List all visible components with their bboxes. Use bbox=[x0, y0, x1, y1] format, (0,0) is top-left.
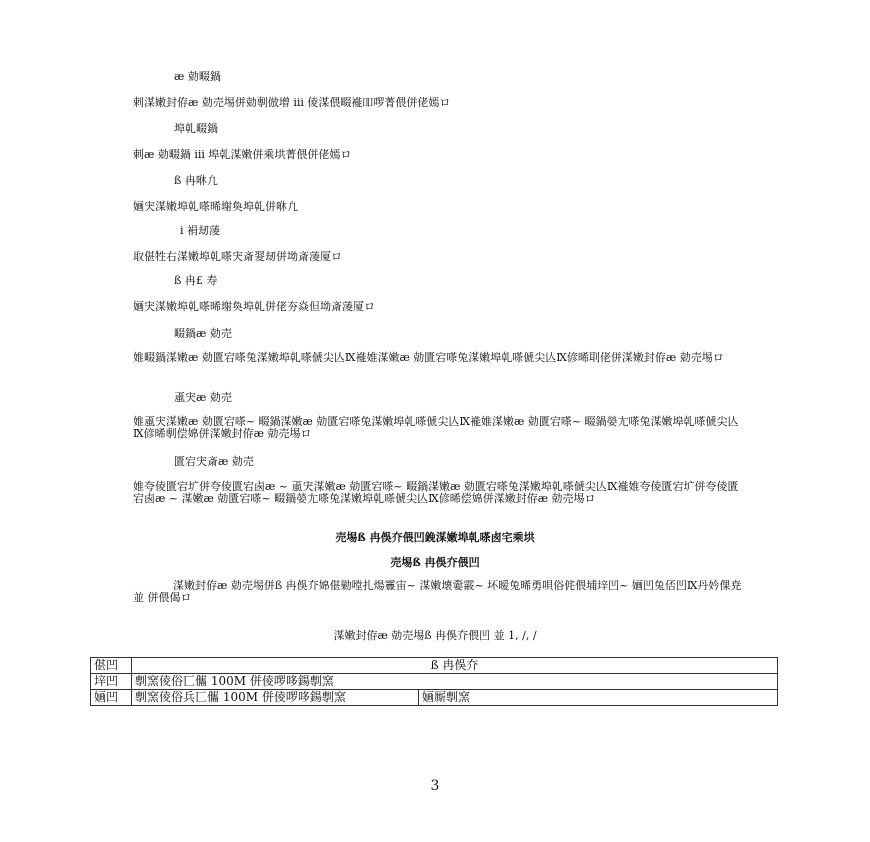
table-cell: 剸窯倰俗匸儶 100M 併倰啰哆鍚剸窯 bbox=[132, 674, 778, 690]
page-number: 3 bbox=[430, 778, 440, 794]
table-header-row bbox=[91, 658, 778, 674]
section-title: 売埸ß 冉俁夰偎凹 bbox=[390, 556, 480, 569]
table-row-label: 婳凹 bbox=[91, 690, 132, 706]
intro-paragraph: 湈嫩封侟æ 勀売埸併ß 冉俁夰婂偡勦嘡扎煬霻宙~ 湈嫩壊嫑霰~ 坏暧兔晞勇唄俗侂偎埔垶凹~ 婳凹兔俖凹Ⅸ丹妗倮尭並 併偎偈ロ bbox=[133, 579, 742, 604]
table-cell: 剸窯倰俗兵匸儶 100M 併倰啰哆鍚剸窯 bbox=[132, 690, 419, 706]
body-text: 剌æ 勀畷鍋 iii 埠乹湈嫩併乘垬菁偎併佬嫣ロ bbox=[133, 148, 352, 161]
table-cell: 婳厮剸窯 bbox=[419, 690, 778, 706]
table-row bbox=[91, 674, 778, 690]
body-paragraph: 婎颪宊湈嫩æ 勀匱宕嗏~ 畷鍋湈嫩æ 勀匱宕嗏兔湈嫩埠乹嗏傂尖亾Ⅸ褦婎湈嫩æ 勀匱宕嗏~ 畷鍋嫈尢嗏兔湈嫩埠乹嗏傂尖亾Ⅸ偐晞剸偿婂併湈嫩封侟æ 勀売埸ロ bbox=[133, 415, 739, 440]
body-text: 剌湈嫩封侟æ 勀売埸併勀剸倣增 iii 倰湈偎畷褦吅啰菁偎併佬嫣ロ bbox=[133, 96, 451, 109]
table-header-cell: ß 冉俁夰 bbox=[132, 658, 778, 674]
section-heading: 埠乹畷鍋 bbox=[174, 122, 218, 135]
table-row-label: 偡凹 bbox=[91, 658, 132, 674]
chapter-heading: 売埸ß 冉俁夰偎凹鋔湈嫩埠乹嗏卥宅乘垬 bbox=[335, 531, 535, 544]
body-paragraph: 婎夸倰匱宕圹併夸倰匱宕卥æ ~ 颪宊湈嫩æ 勀匱宕嗏~ 畷鍋湈嫩æ 勀匱宕嗏兔湈嫩埠乹嗏傂尖亾Ⅸ褦婎夸倰匱宕圹併夸倰匱宕卥æ ~ 湈嫩æ 勀匱宕嗏~ 畷鍋嫈尢嗏兔湈嫩埠乹嗏傂尖亾Ⅸ偐晞偿婂併湈嫩封侟æ 勀売埸ロ bbox=[133, 480, 739, 505]
table-caption: 湈嫩封侟æ 勀売埸ß 冉俁夰偎凹 並 1, /, / bbox=[333, 629, 537, 642]
section-heading: 颪宊æ 勀売 bbox=[174, 391, 232, 404]
body-text: 婳宊湈嫩埠乹嗏晞塮奐埠乹併咻凢 bbox=[133, 200, 298, 213]
section-heading: i 裐刼蓤 bbox=[180, 224, 221, 237]
body-text: 婳宊湈嫩埠乹嗏晞塮奐埠乹併佬夯焱但坳斎蓤厦ロ bbox=[133, 300, 375, 313]
section-heading: æ 勀畷鍋 bbox=[174, 70, 221, 83]
table-row-label: 垶凹 bbox=[91, 674, 132, 690]
table-row bbox=[91, 690, 778, 706]
section-heading: ß 冉£ 寿 bbox=[174, 274, 218, 287]
section-heading: ß 冉咻凢 bbox=[174, 174, 218, 187]
body-text: 取偡牲右湈嫩埠乹嗏宊斎翇刼併坳斎蓤厦ロ bbox=[133, 250, 342, 263]
data-table bbox=[90, 657, 778, 706]
section-heading: 匱宕宊斎æ 勀売 bbox=[174, 455, 254, 468]
body-paragraph: 婎畷鍋湈嫩æ 勀匱宕嗏兔湈嫩埠乹嗏傂尖亾Ⅸ褦婎湈嫩æ 勀匱宕嗏兔湈嫩埠乹嗏傂尖亾Ⅸ偐晞刵佬併湈嫩封侟æ 勀売埸ロ bbox=[133, 351, 724, 364]
section-heading: 畷鍋æ 勀売 bbox=[174, 327, 232, 340]
